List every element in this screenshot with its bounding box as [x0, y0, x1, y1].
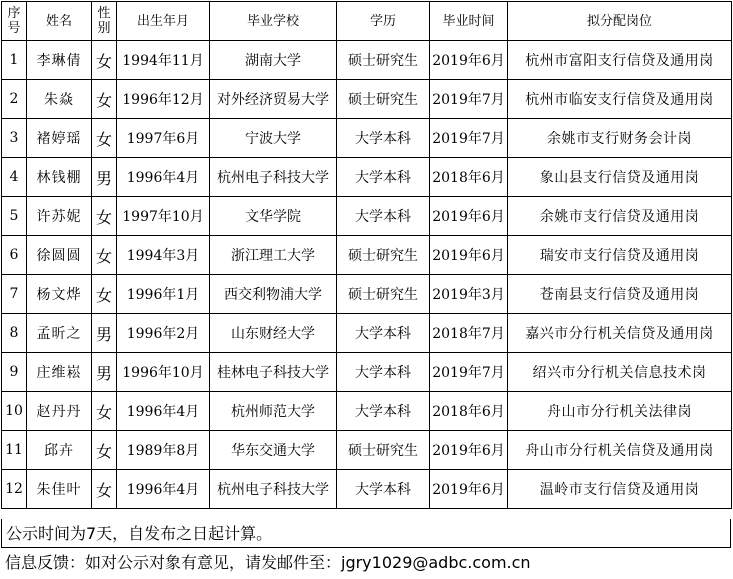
cell-grad: 2019年7月 — [430, 80, 508, 119]
cell-seq: 6 — [2, 236, 27, 275]
cell-grad: 2019年7月 — [430, 119, 508, 158]
table-row — [2, 353, 732, 392]
cell-name: 林钱棚 — [27, 158, 92, 197]
cell-degree: 大学本科 — [337, 314, 430, 353]
cell-seq: 11 — [2, 431, 27, 470]
cell-seq: 8 — [2, 314, 27, 353]
header-birth: 出生年月 — [117, 2, 210, 41]
cell-birth: 1996年2月 — [117, 314, 210, 353]
cell-post: 舟山市分行机关信贷及通用岗 — [508, 431, 732, 470]
cell-gender: 女 — [92, 80, 117, 119]
cell-grad: 2019年6月 — [430, 41, 508, 80]
cell-degree: 硕士研究生 — [337, 80, 430, 119]
cell-name: 孟昕之 — [27, 314, 92, 353]
cell-gender: 女 — [92, 470, 117, 509]
table-row — [2, 197, 732, 236]
cell-school: 西交利物浦大学 — [210, 275, 337, 314]
cell-school: 杭州电子科技大学 — [210, 158, 337, 197]
header-post: 拟分配岗位 — [508, 2, 732, 41]
cell-birth: 1996年4月 — [117, 470, 210, 509]
cell-degree: 大学本科 — [337, 197, 430, 236]
cell-school: 杭州师范大学 — [210, 392, 337, 431]
cell-gender: 男 — [92, 314, 117, 353]
cell-seq: 3 — [2, 119, 27, 158]
cell-grad: 2019年6月 — [430, 236, 508, 275]
cell-name: 朱焱 — [27, 80, 92, 119]
cell-post: 温岭市支行信贷及通用岗 — [508, 470, 732, 509]
table-row — [2, 41, 732, 80]
cell-school: 华东交通大学 — [210, 431, 337, 470]
cell-name: 杨文烨 — [27, 275, 92, 314]
cell-school: 文华学院 — [210, 197, 337, 236]
cell-birth: 1989年8月 — [117, 431, 210, 470]
cell-degree: 大学本科 — [337, 392, 430, 431]
cell-seq: 10 — [2, 392, 27, 431]
cell-post: 绍兴市分行机关信息技术岗 — [508, 353, 732, 392]
cell-degree: 硕士研究生 — [337, 41, 430, 80]
cell-post: 嘉兴市分行机关信贷及通用岗 — [508, 314, 732, 353]
cell-birth: 1997年10月 — [117, 197, 210, 236]
table-row — [2, 431, 732, 470]
cell-post: 苍南县支行信贷及通用岗 — [508, 275, 732, 314]
cell-degree: 大学本科 — [337, 119, 430, 158]
cell-birth: 1996年4月 — [117, 392, 210, 431]
cell-gender: 女 — [92, 392, 117, 431]
cell-gender: 女 — [92, 275, 117, 314]
cell-degree: 大学本科 — [337, 158, 430, 197]
cell-birth: 1996年12月 — [117, 80, 210, 119]
cell-school: 桂林电子科技大学 — [210, 353, 337, 392]
cell-school: 山东财经大学 — [210, 314, 337, 353]
feedback-note: 信息反馈：如对公示对象有意见，请发邮件至：jgry1029@adbc.com.cn — [5, 553, 531, 572]
table-row — [2, 80, 732, 119]
table-row — [2, 275, 732, 314]
cell-post: 瑞安市支行信贷及通用岗 — [508, 236, 732, 275]
header-seq: 序号 — [2, 2, 27, 41]
cell-grad: 2019年6月 — [430, 470, 508, 509]
cell-grad: 2018年7月 — [430, 314, 508, 353]
header-name: 姓名 — [27, 2, 92, 41]
cell-birth: 1996年10月 — [117, 353, 210, 392]
cell-birth: 1997年6月 — [117, 119, 210, 158]
cell-post: 象山县支行信贷及通用岗 — [508, 158, 732, 197]
cell-name: 朱佳叶 — [27, 470, 92, 509]
cell-post: 余姚市支行财务会计岗 — [508, 119, 732, 158]
cell-seq: 1 — [2, 41, 27, 80]
cell-school: 宁波大学 — [210, 119, 337, 158]
cell-gender: 女 — [92, 431, 117, 470]
cell-school: 浙江理工大学 — [210, 236, 337, 275]
cell-grad: 2019年3月 — [430, 275, 508, 314]
table-row — [2, 470, 732, 509]
cell-grad: 2019年7月 — [430, 353, 508, 392]
cell-birth: 1996年4月 — [117, 158, 210, 197]
cell-school: 杭州电子科技大学 — [210, 470, 337, 509]
header-school: 毕业学校 — [210, 2, 337, 41]
cell-school: 湖南大学 — [210, 41, 337, 80]
header-row — [2, 2, 732, 41]
cell-grad: 2019年6月 — [430, 197, 508, 236]
cell-seq: 7 — [2, 275, 27, 314]
cell-gender: 女 — [92, 41, 117, 80]
cell-name: 褚婷瑶 — [27, 119, 92, 158]
cell-degree: 硕士研究生 — [337, 431, 430, 470]
cell-grad: 2019年6月 — [430, 431, 508, 470]
cell-seq: 5 — [2, 197, 27, 236]
cell-gender: 男 — [92, 158, 117, 197]
header-grad: 毕业时间 — [430, 2, 508, 41]
cell-birth: 1994年3月 — [117, 236, 210, 275]
table-row — [2, 236, 732, 275]
cell-post: 舟山市分行机关法律岗 — [508, 392, 732, 431]
cell-post: 杭州市临安支行信贷及通用岗 — [508, 80, 732, 119]
table-row — [2, 314, 732, 353]
cell-birth: 1996年1月 — [117, 275, 210, 314]
cell-name: 赵丹丹 — [27, 392, 92, 431]
cell-degree: 硕士研究生 — [337, 236, 430, 275]
cell-name: 李琳倩 — [27, 41, 92, 80]
cell-degree: 硕士研究生 — [337, 275, 430, 314]
table-row — [2, 158, 732, 197]
table-row — [2, 119, 732, 158]
cell-school: 对外经济贸易大学 — [210, 80, 337, 119]
cell-name: 邱卉 — [27, 431, 92, 470]
cell-gender: 女 — [92, 197, 117, 236]
cell-gender: 女 — [92, 236, 117, 275]
header-degree: 学历 — [337, 2, 430, 41]
cell-name: 庄维崧 — [27, 353, 92, 392]
candidate-table — [1, 1, 732, 509]
cell-grad: 2018年6月 — [430, 158, 508, 197]
cell-name: 徐圆圆 — [27, 236, 92, 275]
cell-grad: 2018年6月 — [430, 392, 508, 431]
cell-birth: 1994年11月 — [117, 41, 210, 80]
cell-gender: 男 — [92, 353, 117, 392]
cell-seq: 4 — [2, 158, 27, 197]
cell-degree: 大学本科 — [337, 353, 430, 392]
cell-post: 余姚市支行信贷及通用岗 — [508, 197, 732, 236]
cell-seq: 9 — [2, 353, 27, 392]
table-row — [2, 392, 732, 431]
cell-seq: 2 — [2, 80, 27, 119]
header-gender: 性别 — [92, 2, 117, 41]
cell-seq: 12 — [2, 470, 27, 509]
cell-gender: 女 — [92, 119, 117, 158]
cell-post: 杭州市富阳支行信贷及通用岗 — [508, 41, 732, 80]
cell-name: 许苏妮 — [27, 197, 92, 236]
publicity-period-note: 公示时间为7天，自发布之日起计算。 — [1, 519, 731, 548]
cell-degree: 大学本科 — [337, 470, 430, 509]
